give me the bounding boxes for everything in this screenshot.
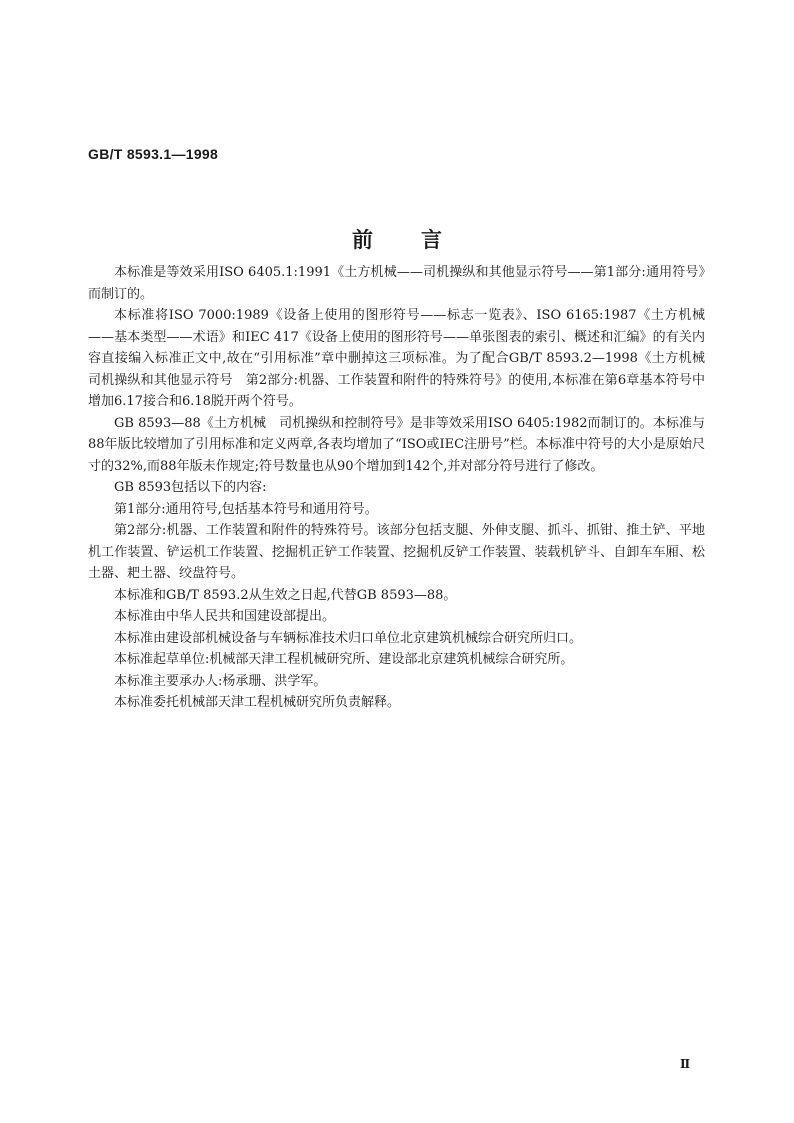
paragraph-part-2: 第2部分:机器、工作装置和附件的特殊符号。该部分包括支腿、外伸支腿、抓斗、抓钳、推土铲、平地机工作装置、铲运机工作装置、挖掘机正铲工作装置、挖掘机反铲工作装置、装载机铲斗、自卸车车厢、松土器、耙土器、绞盘符号。 <box>88 523 705 581</box>
document-code: GB/T 8593.1—1998 <box>88 146 219 162</box>
paragraph-proposed-by: 本标准由中华人民共和国建设部提出。 <box>114 609 336 624</box>
paragraph-references: 本标准将ISO 7000:1989《设备上使用的图形符号——标志一览表》、ISO 6165:1987《土方机械——基本类型——术语》和IEC 417《设备上使用的图形符号——单张图表的索引、概述和汇编》的有关内容直接编入标准正文中,故在“引用标准”章中删掉这三项标准。为了配合GB/T 8593.2—1998《土方机械 司机操纵和其他显示符号 第2部分:机器、工作装置和附件的特殊符号》的使用,本标准在第6章基本符号中增加6.17接合和6.18脱开两个符号。 <box>88 308 719 409</box>
paragraph-supersedes: 本标准和GB/T 8593.2从生效之日起,代替GB 8593—88。 <box>114 587 457 603</box>
paragraph-interpretation: 本标准委托机械部天津工程机械研究所负责解释。 <box>114 695 401 710</box>
document-body <box>88 262 719 714</box>
paragraph-adoption: 本标准是等效采用ISO 6405.1:1991《土方机械——司机操纵和其他显示符号——第1部分:通用符号》而制订的。 <box>88 265 705 302</box>
paragraph-history: GB 8593—88《土方机械 司机操纵和控制符号》是非等效采用ISO 6405:1982而制订的。本标准与88年版比较增加了引用标准和定义两章,各表均增加了“ISO或IEC注册号”栏。本标准中符号的大小是原始尺寸的32%,而88年版未作规定;符号数量也从90个增加到142个,并对部分符号进行了修改。 <box>88 415 705 474</box>
paragraph-centralized-by: 本标准由建设部机械设备与车辆标准技术归口单位北京建筑机械综合研究所归口。 <box>114 630 583 646</box>
paragraph-drafting-units: 本标准起草单位:机械部天津工程机械研究所、建设部北京建筑机械综合研究所。 <box>114 652 574 667</box>
paragraph-drafters: 本标准主要承办人:杨承珊、洪学军。 <box>114 673 327 689</box>
page-number: Ⅱ <box>680 1057 691 1071</box>
paragraph-part-1: 第1部分:通用符号,包括基本符号和通用符号。 <box>114 501 378 517</box>
paragraph-contents-intro: GB 8593包括以下的内容: <box>114 480 267 495</box>
page-title: 前言 <box>352 228 490 252</box>
